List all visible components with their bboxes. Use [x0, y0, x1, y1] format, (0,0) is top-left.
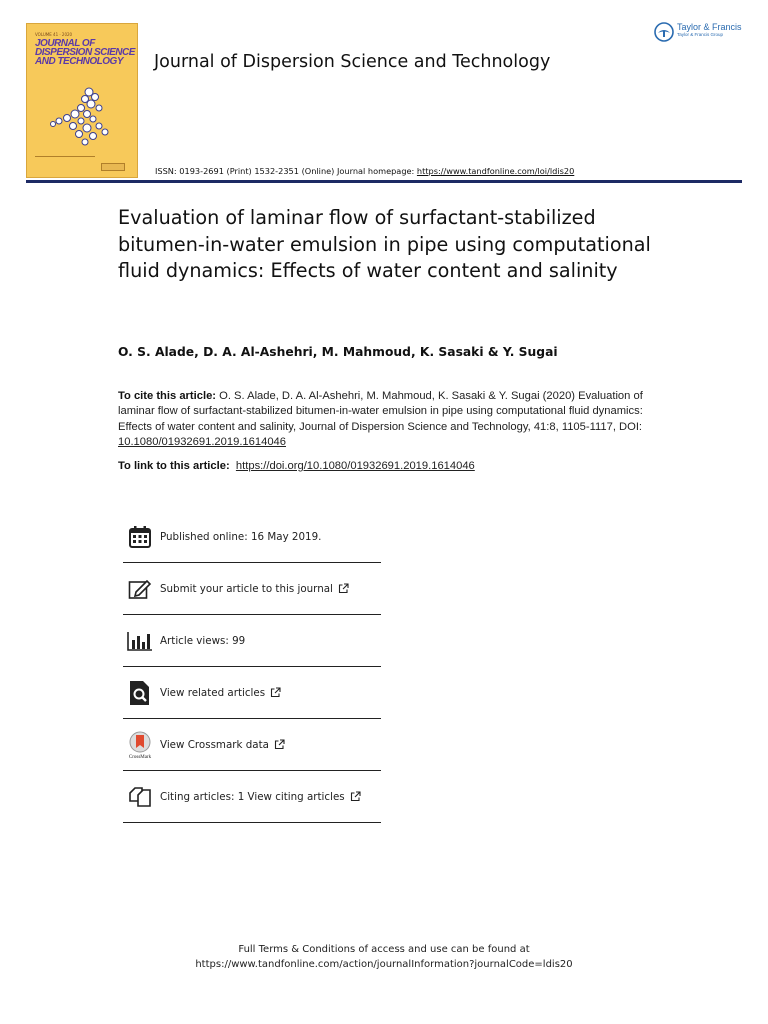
publisher-name: Taylor & Francis	[677, 22, 742, 32]
article-authors: O. S. Alade, D. A. Al-Ashehri, M. Mahmoud, K. Sasaki & Y. Sugai	[118, 345, 558, 359]
cover-publisher-mark	[101, 163, 125, 171]
citing-articles-icon	[125, 782, 155, 812]
citing-articles-label: Citing articles: 1 View citing articles	[160, 790, 345, 803]
calendar-icon	[125, 522, 155, 552]
issn-line	[155, 166, 574, 176]
journal-name: Journal of Dispersion Science and Technology	[154, 52, 551, 72]
article-doi-url-link[interactable]: https://doi.org/10.1080/01932691.2019.1614046	[235, 460, 475, 472]
crossmark-label: View Crossmark data	[160, 738, 269, 751]
published-online-text: Published online: 16 May 2019.	[160, 530, 322, 543]
article-link-label: To link to this article:	[118, 460, 230, 472]
publisher-group: Taylor & Francis Group	[677, 32, 724, 37]
citing-articles-item[interactable]	[123, 771, 381, 823]
article-link-line	[118, 459, 475, 474]
related-articles-text	[160, 687, 281, 699]
crossmark-text	[160, 739, 285, 751]
submit-article-label: Submit your article to this journal	[160, 582, 333, 595]
bar-chart-icon	[125, 626, 155, 656]
citation-label: To cite this article:	[118, 390, 217, 402]
journal-cover	[26, 23, 138, 178]
publisher-logo-icon	[654, 22, 674, 42]
crossmark-item[interactable]	[123, 719, 381, 771]
external-link-icon	[338, 583, 349, 594]
article-views-text: Article views: 99	[160, 634, 246, 647]
terms-footer-url[interactable]: https://www.tandfonline.com/action/journalInformation?journalCode=ldis20	[195, 959, 573, 970]
citing-articles-text	[160, 791, 361, 803]
external-link-icon	[274, 739, 285, 750]
edit-icon	[125, 574, 155, 604]
article-info-list	[123, 511, 381, 823]
terms-footer-line1: Full Terms & Conditions of access and use can be found at	[238, 944, 530, 955]
crossmark-icon	[125, 730, 155, 760]
article-title: Evaluation of laminar flow of surfactant-stabilized bitumen-in-water emulsion in pipe using computational fluid dynamics: Effects of water content and salinity	[118, 206, 651, 282]
cover-title: JOURNAL OF DISPERSION SCIENCE AND TECHNOLOGY	[35, 38, 135, 67]
submit-article-text	[160, 583, 349, 595]
submit-article-item[interactable]	[123, 563, 381, 615]
citation-block	[118, 389, 648, 450]
related-articles-item[interactable]	[123, 667, 381, 719]
published-online-item	[123, 511, 381, 563]
terms-footer	[0, 942, 768, 972]
header-divider	[26, 180, 742, 183]
citation-text: O. S. Alade, D. A. Al-Ashehri, M. Mahmoud, K. Sasaki & Y. Sugai (2020) Evaluation of laminar flow of surfactant-stabilized bitumen-in-water emulsion in pipe using computational fluid dynamics: Effects of water content and salinity, Journal of Dispersion Science and Technology, 41:8, 1105-1117, DOI:	[118, 390, 643, 433]
citation-doi-link[interactable]: 10.1080/01932691.2019.1614046	[118, 435, 286, 448]
issn-text: ISSN: 0193-2691 (Print) 1532-2351 (Online) Journal homepage:	[155, 166, 417, 176]
journal-homepage-link[interactable]: https://www.tandfonline.com/loi/ldis20	[416, 166, 575, 176]
publisher-logo	[654, 22, 742, 42]
article-views-item	[123, 615, 381, 667]
cover-footer-line	[35, 156, 95, 163]
search-document-icon	[125, 678, 155, 708]
cover-molecule-image	[47, 86, 117, 148]
external-link-icon	[350, 791, 361, 802]
cover-volume: VOLUME 41 · 2020	[35, 32, 73, 37]
external-link-icon	[270, 687, 281, 698]
svg-text:CrossMark: CrossMark	[128, 754, 152, 759]
related-articles-label: View related articles	[160, 686, 266, 699]
